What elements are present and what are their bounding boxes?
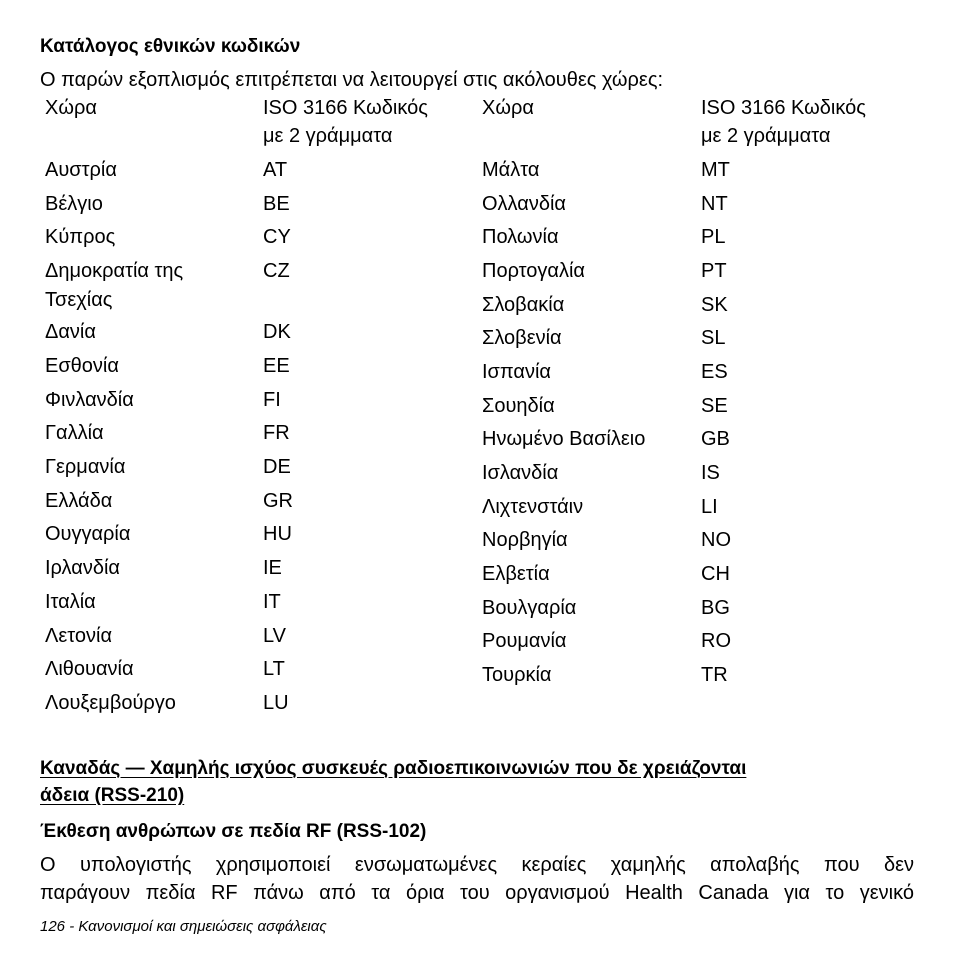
body-line-2: παράγουν πεδία RF πάνω από τα όρια του οργανισμού Health Canada για το γενικό	[40, 882, 914, 904]
country-name: Μάλτα	[482, 159, 540, 181]
country-code: PL	[701, 226, 726, 248]
canada-heading-line1: Καναδάς — Χαμηλής ισχύος συσκευές ραδιοεπικοινωνιών που δε χρειάζονται	[40, 758, 747, 779]
country-code: NT	[701, 193, 728, 215]
country-code: FR	[263, 422, 290, 444]
country-name: Ηνωμένο Βασίλειο	[482, 428, 646, 450]
country-code: BE	[263, 193, 290, 215]
country-name: Λετονία	[45, 625, 113, 647]
left-header-code	[263, 94, 428, 150]
country-name: Δημοκρατία της	[45, 260, 184, 282]
country-code: CY	[263, 226, 291, 248]
country-code: PT	[701, 260, 727, 282]
country-name: Λιθουανία	[45, 658, 134, 680]
right-header-code	[701, 94, 866, 150]
country-code: LV	[263, 625, 286, 647]
country-code: RO	[701, 630, 731, 652]
section-heading: Κατάλογος εθνικών κωδικών	[40, 36, 301, 57]
country-code: DK	[263, 321, 291, 343]
country-code: LT	[263, 658, 285, 680]
country-name: Ελβετία	[482, 563, 550, 585]
intro-text: Ο παρών εξοπλισμός επιτρέπεται να λειτουργεί στις ακόλουθες χώρες:	[40, 69, 664, 91]
country-name: Σλοβακία	[482, 294, 565, 316]
country-name: Δανία	[45, 321, 96, 343]
country-code: MT	[701, 159, 730, 181]
country-code: ES	[701, 361, 728, 383]
country-code: LI	[701, 496, 718, 518]
country-name-line2: Τσεχίας	[45, 289, 113, 311]
country-name: Τουρκία	[482, 664, 552, 686]
country-name: Νορβηγία	[482, 529, 568, 551]
country-name: Βουλγαρία	[482, 597, 577, 619]
country-code: AT	[263, 159, 288, 181]
country-name: Αυστρία	[45, 159, 117, 181]
right-header-country: Χώρα	[482, 97, 534, 119]
country-name: Ελλάδα	[45, 490, 113, 512]
country-code: SE	[701, 395, 728, 417]
country-code: IS	[701, 462, 720, 484]
country-code: NO	[701, 529, 731, 551]
country-name: Γερμανία	[45, 456, 126, 478]
country-code: SL	[701, 327, 726, 349]
canada-heading-line2: άδεια (RSS-210)	[40, 785, 185, 806]
country-code: FI	[263, 389, 281, 411]
country-code: BG	[701, 597, 730, 619]
country-name: Σλοβενία	[482, 327, 562, 349]
country-name: Φινλανδία	[45, 389, 134, 411]
country-code: LU	[263, 692, 289, 714]
country-name: Ισλανδία	[482, 462, 559, 484]
country-name: Ιταλία	[45, 591, 96, 613]
left-header-code-line1: ISO 3166 Κωδικός	[263, 97, 428, 119]
country-name: Ολλανδία	[482, 193, 566, 215]
rf-heading: Έκθεση ανθρώπων σε πεδία RF (RSS-102)	[40, 821, 427, 842]
country-name: Ουγγαρία	[45, 523, 131, 545]
country-code: HU	[263, 523, 292, 545]
country-name: Σουηδία	[482, 395, 555, 417]
country-name: Πολωνία	[482, 226, 559, 248]
country-code: IE	[263, 557, 282, 579]
country-code: CH	[701, 563, 730, 585]
left-header-code-line2: με 2 γράμματα	[263, 125, 393, 147]
right-header-code-line2: με 2 γράμματα	[701, 125, 831, 147]
page-footer: 126 - Κανονισμοί και σημειώσεις ασφάλειας	[40, 918, 327, 935]
country-code: EE	[263, 355, 290, 377]
left-header-country: Χώρα	[45, 97, 97, 119]
country-name: Βέλγιο	[45, 193, 103, 215]
country-code: CZ	[263, 260, 290, 282]
country-name: Ρουμανία	[482, 630, 567, 652]
country-code: SK	[701, 294, 728, 316]
country-name: Ισπανία	[482, 361, 551, 383]
country-name: Λουξεμβούργο	[45, 692, 176, 714]
country-code: GB	[701, 428, 730, 450]
country-name: Εσθονία	[45, 355, 119, 377]
country-name: Γαλλία	[45, 422, 104, 444]
country-code: DE	[263, 456, 291, 478]
country-name: Κύπρος	[45, 226, 116, 248]
country-code: GR	[263, 490, 293, 512]
country-code: IT	[263, 591, 281, 613]
country-name: Πορτογαλία	[482, 260, 585, 282]
right-header-code-line1: ISO 3166 Κωδικός	[701, 97, 866, 119]
body-line-1: Ο υπολογιστής χρησιμοποιεί ενσωματωμένες κεραίες χαμηλής απολαβής που δεν	[40, 854, 914, 876]
country-code: TR	[701, 664, 728, 686]
country-name: Ιρλανδία	[45, 557, 120, 579]
country-name: Λιχτενστάιν	[482, 496, 584, 518]
